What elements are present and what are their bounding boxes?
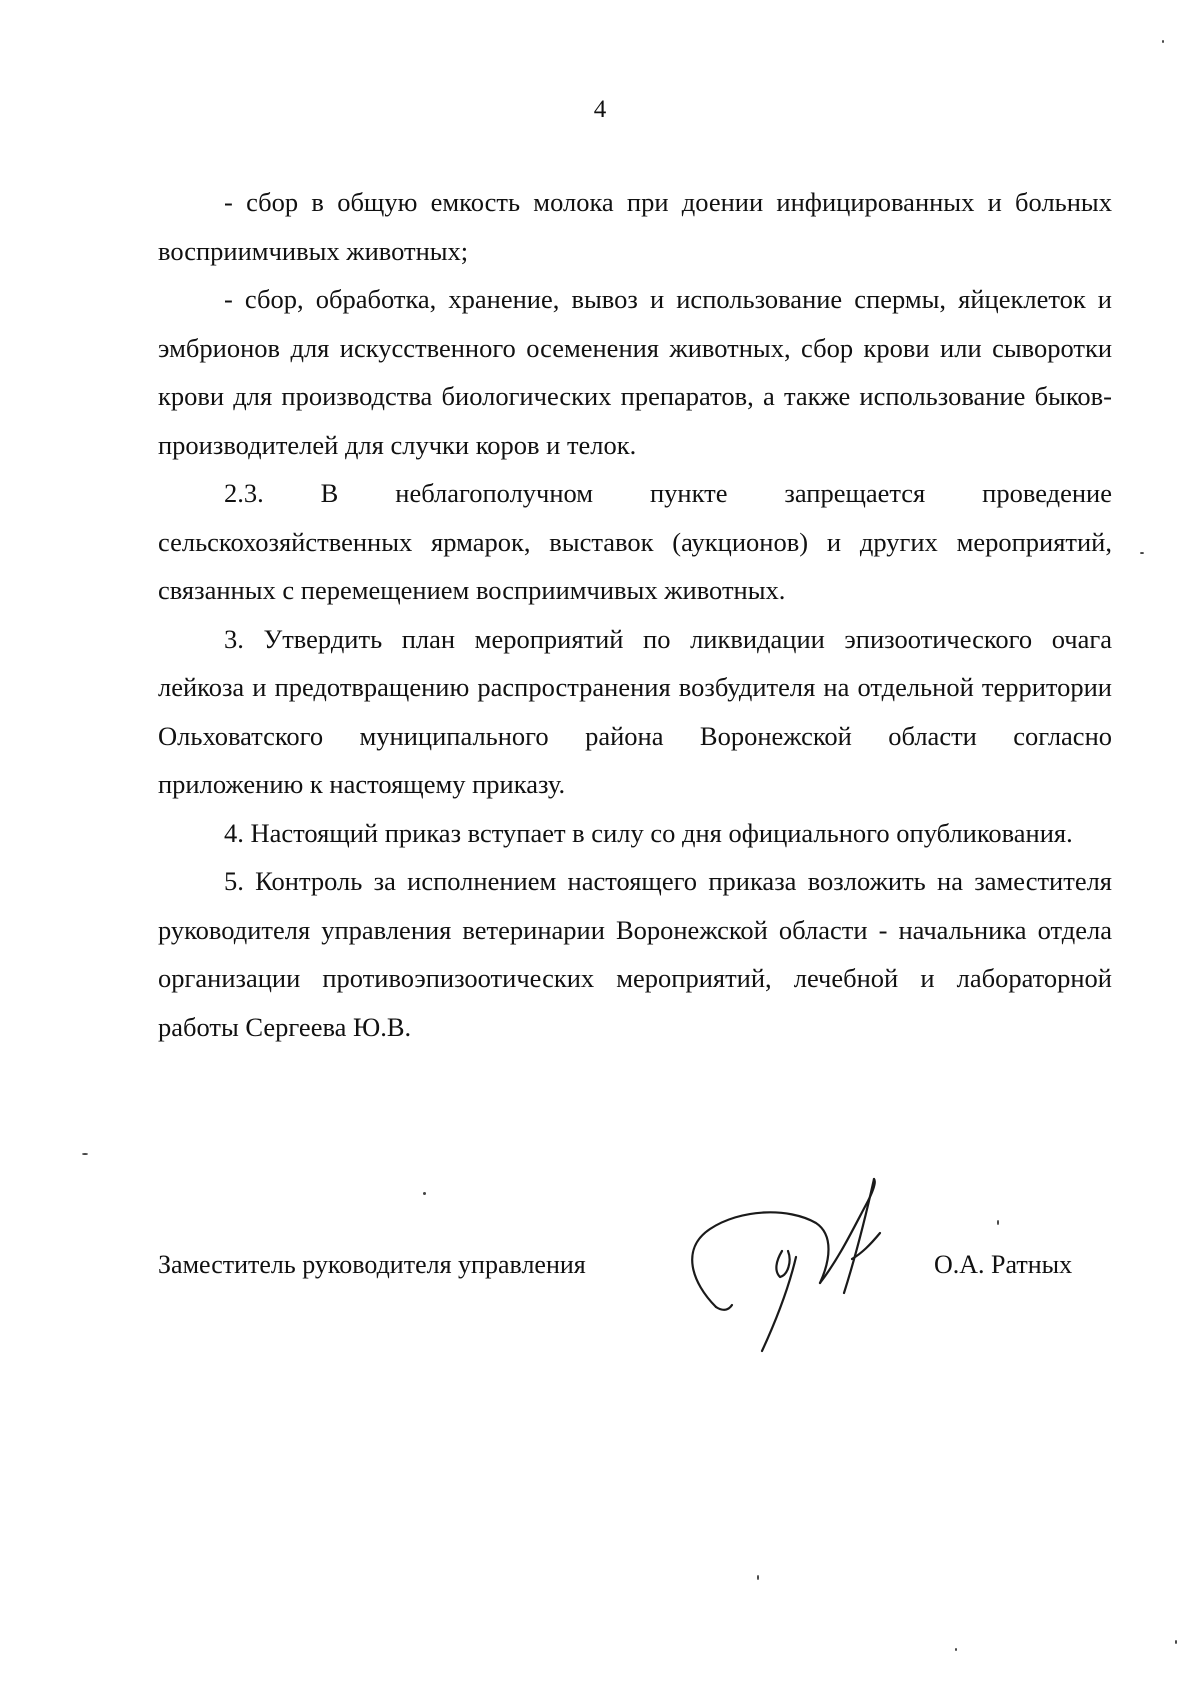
scan-speck: [1175, 1640, 1177, 1644]
paragraph-3-approve-plan: 3. Утвердить план мероприятий по ликвидации эпизоотического очага лейкоза и предотвращению распространения возбудителя на отдельной территории Ольховатского муниципального района Воронежской области согласно приложению к настоящему приказу.: [158, 623, 1112, 799]
scan-speck: [1162, 40, 1164, 43]
handwritten-signature: [670, 1165, 930, 1365]
paragraph-4-effective-date: 4. Настоящий приказ вступает в силу со дня официального опубликования.: [224, 817, 1073, 848]
scan-speck: [757, 1575, 759, 1580]
document-body: [158, 178, 1112, 1051]
scan-speck: [82, 1153, 88, 1155]
scan-speck: [997, 1220, 999, 1225]
scan-speck: [1140, 552, 1144, 554]
scan-speck: [423, 1192, 426, 1195]
signature-block: [158, 1250, 1112, 1310]
paragraph-milk-collection: - сбор в общую емкость молока при доении инфицированных и больных восприимчивых животных;: [158, 187, 1112, 266]
signer-position: Заместитель руководителя управления: [158, 1250, 586, 1279]
paragraph-5-control: 5. Контроль за исполнением настоящего приказа возложить на заместителя руководителя управления ветеринарии Воронежской области - начальника отдела организации противоэпизоотических мероприятий, лечебной и лабораторной работы Сергеева Ю.В.: [158, 866, 1112, 1042]
scan-speck: [955, 1648, 957, 1651]
page-number: 4: [593, 96, 607, 123]
signer-name: О.А. Ратных: [934, 1250, 1073, 1279]
paragraph-sperm-collection: - сбор, обработка, хранение, вывоз и использование спермы, яйцеклеток и эмбрионов для искусственного осеменения животных, сбор крови или сыворотки крови для производства биологических препаратов, а также использование быков-производителей для случки коров и телок.: [158, 284, 1112, 460]
paragraph-2-3-prohibition: 2.3. В неблагополучном пункте запрещается проведение сельскохозяйственных ярмарок, выставок (аукционов) и других мероприятий, связанных с перемещением восприимчивых животных.: [158, 478, 1112, 605]
